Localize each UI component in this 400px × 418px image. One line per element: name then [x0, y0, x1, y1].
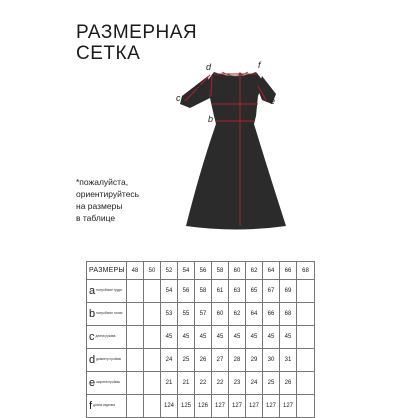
- table-cell: 24: [246, 372, 263, 395]
- title-line-2: СЕТКА: [76, 43, 141, 64]
- table-cell: 57: [195, 303, 212, 326]
- table-cell: 26: [280, 372, 297, 395]
- row-label: [87, 395, 127, 418]
- table-cell: 54: [161, 280, 178, 303]
- table-cell: 65: [246, 280, 263, 303]
- label-e: e: [270, 96, 276, 106]
- dress-bodice: [208, 72, 264, 124]
- title-line-1: РАЗМЕРНАЯ: [76, 22, 198, 43]
- table-cell: 127: [229, 395, 246, 418]
- table-cell: 45: [161, 326, 178, 349]
- table-cell: [297, 280, 315, 303]
- row-label: [87, 280, 127, 303]
- table-cell: 56: [178, 280, 195, 303]
- table-cell: 26: [195, 349, 212, 372]
- label-d: d: [206, 62, 212, 72]
- table-cell: 53: [161, 303, 178, 326]
- table-cell: [127, 303, 144, 326]
- note-line-1: *пожалуйста,: [76, 177, 129, 187]
- size-header-row: [87, 262, 315, 280]
- table-cell: 45: [229, 326, 246, 349]
- table-cell: 45: [212, 326, 229, 349]
- table-cell: 21: [178, 372, 195, 395]
- table-cell: 22: [212, 372, 229, 395]
- table-cell: 45: [178, 326, 195, 349]
- note-line-3: на размеры: [76, 201, 123, 211]
- table-cell: 45: [263, 326, 280, 349]
- table-cell: 45: [195, 326, 212, 349]
- table-cell: 64: [246, 303, 263, 326]
- row-description: длина изделия: [93, 403, 116, 408]
- table-row: [87, 395, 315, 418]
- row-letter: f: [89, 400, 93, 412]
- size-header-cell: 68: [297, 262, 315, 280]
- table-cell: 125: [178, 395, 195, 418]
- row-letter: e: [89, 377, 96, 389]
- size-header-cell: 48: [127, 262, 144, 280]
- row-description: полуобхват талии: [96, 311, 123, 316]
- table-row: [87, 280, 315, 303]
- size-header-cell: 62: [246, 262, 263, 280]
- table-cell: 61: [212, 280, 229, 303]
- table-cell: [297, 349, 315, 372]
- table-cell: [127, 372, 144, 395]
- row-description: длина рукава: [95, 334, 116, 339]
- table-cell: 127: [280, 395, 297, 418]
- note-line-4: в таблице: [76, 213, 116, 223]
- size-header-cell: 54: [178, 262, 195, 280]
- table-cell: [144, 280, 161, 303]
- table-cell: 63: [229, 280, 246, 303]
- table-cell: [297, 303, 315, 326]
- row-description: ширина проймы: [96, 380, 120, 385]
- size-header-cell: 58: [212, 262, 229, 280]
- table-cell: 30: [263, 349, 280, 372]
- table-row: [87, 303, 315, 326]
- label-f: f: [258, 60, 261, 70]
- size-header-cell: 64: [263, 262, 280, 280]
- size-header-cell: 50: [144, 262, 161, 280]
- size-header-label: РАЗМЕРЫ: [87, 262, 127, 280]
- table-cell: 60: [212, 303, 229, 326]
- table-cell: 25: [263, 372, 280, 395]
- table-cell: 126: [195, 395, 212, 418]
- dress-skirt: [186, 124, 286, 230]
- size-header-cell: 52: [161, 262, 178, 280]
- table-cell: 28: [229, 349, 246, 372]
- table-cell: 29: [246, 349, 263, 372]
- size-header-cell: 66: [280, 262, 297, 280]
- table-cell: 31: [280, 349, 297, 372]
- row-label: [87, 349, 127, 372]
- table-cell: 66: [263, 303, 280, 326]
- table-cell: 62: [229, 303, 246, 326]
- table-cell: 24: [161, 349, 178, 372]
- row-letter: c: [89, 331, 95, 343]
- label-a: a: [196, 81, 202, 91]
- table-cell: 127: [246, 395, 263, 418]
- label-c: c: [176, 93, 181, 103]
- table-row: [87, 372, 315, 395]
- table-cell: 68: [280, 303, 297, 326]
- table-row: [87, 326, 315, 349]
- row-label: [87, 326, 127, 349]
- table-cell: 69: [280, 280, 297, 303]
- row-description: диаметр проймы: [96, 357, 122, 362]
- table-cell: 127: [263, 395, 280, 418]
- row-label: [87, 303, 127, 326]
- row-letter: d: [89, 354, 96, 366]
- note-line-2: ориентируйтесь: [76, 189, 140, 199]
- row-letter: a: [89, 285, 96, 297]
- table-cell: [144, 395, 161, 418]
- table-cell: 27: [212, 349, 229, 372]
- table-cell: 127: [212, 395, 229, 418]
- table-cell: 58: [195, 280, 212, 303]
- table-cell: [144, 303, 161, 326]
- row-label: [87, 372, 127, 395]
- size-table-wrapper: [86, 261, 314, 412]
- table-cell: [127, 395, 144, 418]
- left-sleeve: [180, 76, 210, 108]
- table-cell: 21: [161, 372, 178, 395]
- table-cell: 55: [178, 303, 195, 326]
- table-cell: [297, 326, 315, 349]
- table-cell: 25: [178, 349, 195, 372]
- table-cell: [127, 326, 144, 349]
- measure-f-dot: [239, 73, 242, 76]
- table-cell: [127, 280, 144, 303]
- table-cell: [144, 326, 161, 349]
- table-cell: [144, 372, 161, 395]
- table-cell: [297, 395, 315, 418]
- table-cell: 67: [263, 280, 280, 303]
- row-description: полуобхват груди: [96, 288, 122, 293]
- table-cell: 22: [195, 372, 212, 395]
- table-cell: [127, 349, 144, 372]
- size-header-cell: 60: [229, 262, 246, 280]
- label-b: b: [208, 114, 214, 124]
- table-cell: 45: [280, 326, 297, 349]
- size-table: [86, 261, 315, 418]
- table-cell: [144, 349, 161, 372]
- table-cell: [297, 372, 315, 395]
- size-note: [76, 176, 139, 224]
- table-cell: 124: [161, 395, 178, 418]
- row-letter: b: [89, 308, 96, 320]
- table-cell: 45: [246, 326, 263, 349]
- table-cell: 23: [229, 372, 246, 395]
- table-row: [87, 349, 315, 372]
- size-header-cell: 56: [195, 262, 212, 280]
